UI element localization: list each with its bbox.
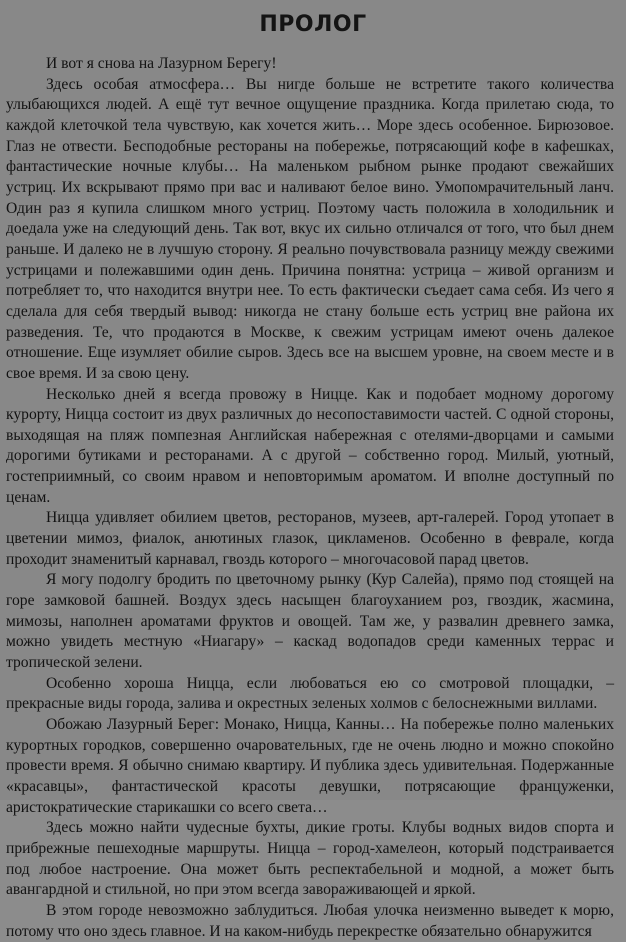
paragraph: Обожаю Лазурный Берег: Монако, Ницца, Канны… На побережье полно маленьких курортных городков, совершенно очаровательных, где не очень людно и можно спокойно провести время. Я обычно снимаю квартиру. И публика здесь удивительная. Подержанные «красавцы», фантастической красоты девушки, потрясающие француженки, аристократические старикашки со всего света…: [6, 716, 614, 816]
page-title: ПРОЛОГ: [259, 12, 367, 37]
paragraph: В этом городе невозможно заблудиться. Любая улочка неизменно выведет к морю, потому что оно здесь главное. И на каком-нибудь перекрестке обязательно обнаружится: [6, 901, 614, 940]
paragraph: Несколько дней я всегда провожу в Ницце. Как и подобает модному дорогому курорту, Ницца состоит из двух различных до несопоставимости частей. С одной стороны, выходящая на пляж помпезная Английская набережная с отелями-дворцами и самыми дорогими бутиками и ресторанами. А с другой – собственно город. Милый, уютный, гостеприимный, со своим нравом и неповторимым ароматом. И вполне доступный по ценам.: [6, 385, 614, 506]
paragraph: Здесь особая атмосфера… Вы нигде больше не встретите такого количества улыбающихся людей. А ещё тут вечное ощущение праздника. Когда прилетаю сюда, то каждой клеточкой тела чувствую, как хочется жить… Море здесь особенное. Бирюзовое. Глаз не отвести. Бесподобные рестораны на побережье, потрясающий кофе в кафешках, фантастические ночные клубы… На маленьком рыбном рынке продают свежайших устриц. Их вскрывают прямо при вас и наливают белое вино. Умопомрачительный ланч. Один раз я купила слишком много устриц. Поэтому часть положила в холодильник и доедала уже на следующий день. Так вот, вкус их сильно отличался от того, что был днем раньше. И далеко не в лучшую сторону. Я реально почувствовала разницу между свежими устрицами и полежавшими один день. Причина понятна: устрица – живой организм и потребляет то, что находится внутри нее. То есть фактически съедает сама себя. Из чего я сделала для себя твердый вывод: никогда не стану больше есть устриц вне района их разведения. Те, что продаются в Москве, к свежим устрицам имеют очень далекое отношение. Еще изумляет обилие сыров. Здесь все на высшем уровне, на своем месте и в свое время. И за свою цену.: [6, 75, 614, 382]
paragraph: Особенно хороша Ницца, если любоваться ею со смотровой площадки, – прекрасные виды города, залива и окрестных зеленых холмов с белоснежными виллами.: [6, 674, 614, 713]
body-text: [6, 54, 614, 942]
paragraph: Здесь можно найти чудесные бухты, дикие гроты. Клубы водных видов спорта и прибрежные пешеходные маршруты. Ницца – город-хамелеон, который подстраивается под любое настроение. Она может быть респектабельной и модной, а может быть авангардной и стильной, но при этом всегда завораживающей и яркой.: [6, 819, 614, 899]
paragraph: И вот я снова на Лазурном Берегу!: [46, 55, 277, 72]
paragraph: Я могу подолгу бродить по цветочному рынку (Кур Салейа), прямо под стоящей на горе замковой башней. Воздух здесь насыщен благоуханием роз, гвоздик, жасмина, мимозы, наполнен ароматами фруктов и овощей. Там же, у развалин древнего замка, можно увидеть местную «Ниагару» – каскад водопадов среди каменных террас и тропической зелени.: [6, 571, 614, 672]
paragraph: Ницца удивляет обилием цветов, ресторанов, музеев, арт-галерей. Город утопает в цветении мимоз, фиалок, анютиных глазок, цикламенов. Особенно в феврале, когда проходит знаменитый карнавал, гвоздь которого – многочасовой парад цветов.: [6, 509, 614, 568]
